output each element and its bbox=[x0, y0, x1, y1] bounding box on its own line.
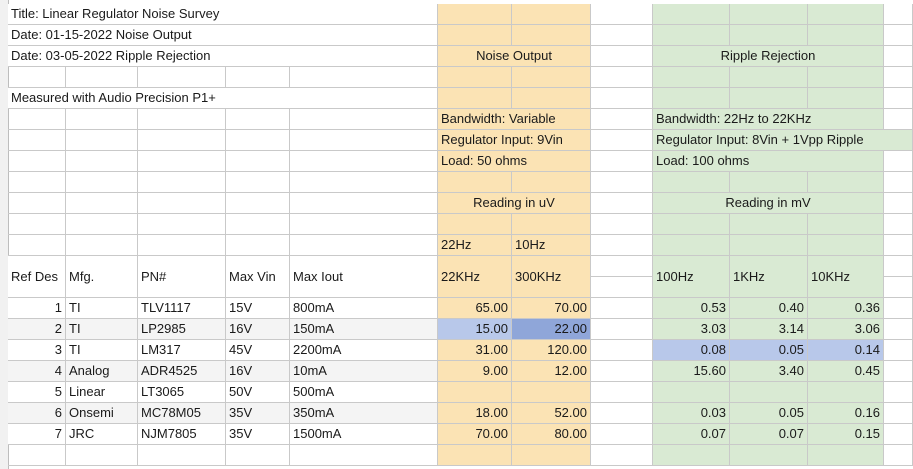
row-maxiout[interactable]: 2200mA bbox=[290, 340, 438, 361]
grid-cell[interactable] bbox=[512, 445, 591, 466]
ripple-col3[interactable]: 10KHz bbox=[808, 256, 884, 298]
grid-cell[interactable] bbox=[138, 151, 226, 172]
ripple-bandwidth[interactable]: Bandwidth: 22Hz to 22KHz bbox=[653, 109, 884, 130]
row-maxiout[interactable]: 350mA bbox=[290, 403, 438, 424]
row-noise-300k[interactable]: 70.00 bbox=[512, 298, 591, 319]
grid-cell[interactable] bbox=[226, 67, 290, 88]
grid-cell[interactable] bbox=[290, 67, 438, 88]
grid-cell[interactable] bbox=[138, 130, 226, 151]
sheet-title[interactable]: Title: Linear Regulator Noise Survey bbox=[8, 4, 438, 25]
row-mfg[interactable]: Analog bbox=[66, 361, 138, 382]
grid-cell[interactable] bbox=[226, 445, 290, 466]
row-pn[interactable]: MC78M05 bbox=[138, 403, 226, 424]
grid-cell[interactable] bbox=[808, 235, 884, 256]
grid-cell[interactable] bbox=[138, 193, 226, 214]
grid-cell[interactable] bbox=[591, 109, 653, 130]
grid-cell[interactable] bbox=[884, 25, 913, 46]
grid-cell[interactable] bbox=[808, 445, 884, 466]
noise-col1-top[interactable]: 22Hz bbox=[438, 235, 512, 256]
grid-cell[interactable] bbox=[884, 298, 913, 319]
grid-cell[interactable] bbox=[591, 193, 653, 214]
grid-cell[interactable] bbox=[66, 109, 138, 130]
grid-cell[interactable] bbox=[8, 235, 66, 256]
noise-input[interactable]: Regulator Input: 9Vin bbox=[438, 130, 591, 151]
row-pn[interactable]: TLV1117 bbox=[138, 298, 226, 319]
row-noise-300k[interactable]: 120.00 bbox=[512, 340, 591, 361]
grid-cell[interactable] bbox=[290, 235, 438, 256]
row-noise-22k[interactable] bbox=[438, 382, 512, 403]
grid-cell[interactable] bbox=[138, 214, 226, 235]
row-ripple-1khz[interactable]: 0.05 bbox=[730, 340, 808, 361]
grid-cell[interactable] bbox=[884, 214, 913, 235]
grid-cell[interactable] bbox=[653, 88, 730, 109]
grid-cell[interactable] bbox=[730, 88, 808, 109]
ripple-load[interactable]: Load: 100 ohms bbox=[653, 151, 884, 172]
grid-cell[interactable] bbox=[512, 172, 591, 193]
grid-cell[interactable] bbox=[808, 25, 884, 46]
grid-cell[interactable] bbox=[226, 193, 290, 214]
row-noise-300k[interactable]: 12.00 bbox=[512, 361, 591, 382]
grid-cell[interactable] bbox=[591, 172, 653, 193]
grid-cell[interactable] bbox=[66, 445, 138, 466]
grid-cell[interactable] bbox=[438, 25, 512, 46]
grid-cell[interactable] bbox=[138, 172, 226, 193]
grid-cell[interactable] bbox=[884, 382, 913, 403]
col-maxvin[interactable]: Max Vin bbox=[226, 256, 290, 298]
row-ref[interactable]: 6 bbox=[8, 403, 66, 424]
grid-cell[interactable] bbox=[884, 424, 913, 445]
row-ripple-10khz[interactable] bbox=[808, 382, 884, 403]
row-maxvin[interactable]: 16V bbox=[226, 361, 290, 382]
grid-cell[interactable] bbox=[730, 4, 808, 25]
row-ripple-10khz[interactable]: 3.06 bbox=[808, 319, 884, 340]
grid-cell[interactable] bbox=[438, 67, 512, 88]
grid-cell[interactable] bbox=[591, 46, 653, 67]
row-mfg[interactable]: Linear bbox=[66, 382, 138, 403]
row-ripple-1khz[interactable]: 3.14 bbox=[730, 319, 808, 340]
row-maxiout[interactable]: 800mA bbox=[290, 298, 438, 319]
row-ref[interactable]: 7 bbox=[8, 424, 66, 445]
grid-cell[interactable] bbox=[653, 25, 730, 46]
grid-cell[interactable] bbox=[226, 214, 290, 235]
grid-cell[interactable] bbox=[290, 130, 438, 151]
row-mfg[interactable]: TI bbox=[66, 298, 138, 319]
row-ripple-10khz[interactable]: 0.16 bbox=[808, 403, 884, 424]
grid-cell[interactable] bbox=[884, 67, 913, 88]
grid-cell[interactable] bbox=[226, 130, 290, 151]
row-noise-300k[interactable]: 22.00 bbox=[512, 319, 591, 340]
grid-cell[interactable] bbox=[438, 445, 512, 466]
ripple-heading[interactable]: Ripple Rejection bbox=[653, 46, 884, 67]
grid-cell[interactable] bbox=[438, 88, 512, 109]
grid-cell[interactable] bbox=[808, 4, 884, 25]
row-noise-22k[interactable]: 9.00 bbox=[438, 361, 512, 382]
grid-cell[interactable] bbox=[512, 214, 591, 235]
row-ripple-100hz[interactable]: 0.53 bbox=[653, 298, 730, 319]
row-ref[interactable]: 4 bbox=[8, 361, 66, 382]
grid-cell[interactable] bbox=[591, 214, 653, 235]
grid-cell[interactable] bbox=[66, 130, 138, 151]
row-ref[interactable]: 1 bbox=[8, 298, 66, 319]
row-ripple-1khz[interactable]: 3.40 bbox=[730, 361, 808, 382]
noise-col2-bottom[interactable]: 300KHz bbox=[512, 256, 591, 298]
grid-cell[interactable] bbox=[591, 319, 653, 340]
row-maxiout[interactable]: 150mA bbox=[290, 319, 438, 340]
row-maxvin[interactable]: 50V bbox=[226, 382, 290, 403]
noise-heading[interactable]: Noise Output bbox=[438, 46, 591, 67]
row-mfg[interactable]: TI bbox=[66, 340, 138, 361]
grid-cell[interactable] bbox=[591, 277, 653, 298]
grid-cell[interactable] bbox=[226, 172, 290, 193]
grid-cell[interactable] bbox=[591, 403, 653, 424]
grid-cell[interactable] bbox=[8, 67, 66, 88]
row-ripple-10khz[interactable]: 0.36 bbox=[808, 298, 884, 319]
grid-cell[interactable] bbox=[884, 88, 913, 109]
grid-cell[interactable] bbox=[66, 235, 138, 256]
grid-cell[interactable] bbox=[653, 214, 730, 235]
row-mfg[interactable]: JRC bbox=[66, 424, 138, 445]
grid-cell[interactable] bbox=[138, 235, 226, 256]
grid-cell[interactable] bbox=[591, 88, 653, 109]
grid-cell[interactable] bbox=[290, 214, 438, 235]
grid-cell[interactable] bbox=[8, 109, 66, 130]
grid-cell[interactable] bbox=[290, 193, 438, 214]
row-pn[interactable]: ADR4525 bbox=[138, 361, 226, 382]
ripple-col2[interactable]: 1KHz bbox=[730, 256, 808, 298]
grid-cell[interactable] bbox=[512, 67, 591, 88]
grid-cell[interactable] bbox=[884, 109, 913, 130]
row-maxvin[interactable]: 35V bbox=[226, 424, 290, 445]
grid-cell[interactable] bbox=[730, 25, 808, 46]
row-noise-22k[interactable]: 15.00 bbox=[438, 319, 512, 340]
grid-cell[interactable] bbox=[438, 214, 512, 235]
noise-load[interactable]: Load: 50 ohms bbox=[438, 151, 591, 172]
grid-cell[interactable] bbox=[730, 445, 808, 466]
grid-cell[interactable] bbox=[884, 277, 913, 298]
row-noise-22k[interactable]: 18.00 bbox=[438, 403, 512, 424]
grid-cell[interactable] bbox=[591, 235, 653, 256]
grid-cell[interactable] bbox=[591, 382, 653, 403]
grid-cell[interactable] bbox=[591, 298, 653, 319]
noise-date[interactable]: Date: 01-15-2022 Noise Output bbox=[8, 25, 438, 46]
grid-cell[interactable] bbox=[66, 67, 138, 88]
grid-cell[interactable] bbox=[66, 193, 138, 214]
grid-cell[interactable] bbox=[290, 172, 438, 193]
row-ripple-100hz[interactable]: 15.60 bbox=[653, 361, 730, 382]
row-ripple-100hz[interactable] bbox=[653, 382, 730, 403]
grid-cell[interactable] bbox=[884, 151, 913, 172]
grid-cell[interactable] bbox=[512, 88, 591, 109]
ripple-col1[interactable]: 100Hz bbox=[653, 256, 730, 298]
row-ref[interactable]: 5 bbox=[8, 382, 66, 403]
grid-cell[interactable] bbox=[66, 172, 138, 193]
col-mfg[interactable]: Mfg. bbox=[66, 256, 138, 298]
grid-cell[interactable] bbox=[591, 25, 653, 46]
grid-cell[interactable] bbox=[591, 67, 653, 88]
row-maxiout[interactable]: 10mA bbox=[290, 361, 438, 382]
grid-cell[interactable] bbox=[884, 403, 913, 424]
col-maxiout[interactable]: Max Iout bbox=[290, 256, 438, 298]
grid-cell[interactable] bbox=[653, 67, 730, 88]
row-maxiout[interactable]: 1500mA bbox=[290, 424, 438, 445]
row-noise-22k[interactable]: 31.00 bbox=[438, 340, 512, 361]
grid-cell[interactable] bbox=[438, 4, 512, 25]
grid-cell[interactable] bbox=[591, 424, 653, 445]
row-pn[interactable]: NJM7805 bbox=[138, 424, 226, 445]
grid-cell[interactable] bbox=[730, 67, 808, 88]
row-noise-300k[interactable] bbox=[512, 382, 591, 403]
grid-cell[interactable] bbox=[591, 151, 653, 172]
grid-cell[interactable] bbox=[226, 235, 290, 256]
row-maxvin[interactable]: 45V bbox=[226, 340, 290, 361]
grid-cell[interactable] bbox=[8, 151, 66, 172]
grid-cell[interactable] bbox=[591, 340, 653, 361]
row-maxiout[interactable]: 500mA bbox=[290, 382, 438, 403]
row-ripple-1khz[interactable] bbox=[730, 382, 808, 403]
grid-cell[interactable] bbox=[226, 109, 290, 130]
grid-cell[interactable] bbox=[884, 445, 913, 466]
row-maxvin[interactable]: 16V bbox=[226, 319, 290, 340]
row-ripple-100hz[interactable]: 0.07 bbox=[653, 424, 730, 445]
row-noise-22k[interactable]: 70.00 bbox=[438, 424, 512, 445]
row-ripple-10khz[interactable]: 0.14 bbox=[808, 340, 884, 361]
grid-cell[interactable] bbox=[591, 361, 653, 382]
row-ripple-100hz[interactable]: 3.03 bbox=[653, 319, 730, 340]
grid-cell[interactable] bbox=[138, 67, 226, 88]
row-maxvin[interactable]: 35V bbox=[226, 403, 290, 424]
row-ripple-1khz[interactable]: 0.40 bbox=[730, 298, 808, 319]
row-mfg[interactable]: Onsemi bbox=[66, 403, 138, 424]
row-ripple-100hz[interactable]: 0.03 bbox=[653, 403, 730, 424]
row-ref[interactable]: 2 bbox=[8, 319, 66, 340]
grid-cell[interactable] bbox=[591, 4, 653, 25]
grid-cell[interactable] bbox=[808, 67, 884, 88]
grid-cell[interactable] bbox=[884, 172, 913, 193]
grid-cell[interactable] bbox=[138, 109, 226, 130]
row-ripple-1khz[interactable]: 0.05 bbox=[730, 403, 808, 424]
row-ref[interactable]: 3 bbox=[8, 340, 66, 361]
grid-cell[interactable] bbox=[653, 235, 730, 256]
row-pn[interactable]: LP2985 bbox=[138, 319, 226, 340]
grid-cell[interactable] bbox=[290, 151, 438, 172]
grid-cell[interactable] bbox=[884, 46, 913, 67]
grid-cell[interactable] bbox=[591, 256, 653, 277]
grid-cell[interactable] bbox=[884, 4, 913, 25]
grid-cell[interactable] bbox=[730, 235, 808, 256]
grid-cell[interactable] bbox=[884, 361, 913, 382]
grid-cell[interactable] bbox=[808, 88, 884, 109]
grid-cell[interactable] bbox=[884, 319, 913, 340]
row-ripple-10khz[interactable]: 0.45 bbox=[808, 361, 884, 382]
grid-cell[interactable] bbox=[653, 445, 730, 466]
row-mfg[interactable]: TI bbox=[66, 319, 138, 340]
grid-cell[interactable] bbox=[884, 193, 913, 214]
grid-cell[interactable] bbox=[8, 214, 66, 235]
grid-cell[interactable] bbox=[8, 193, 66, 214]
row-maxvin[interactable]: 15V bbox=[226, 298, 290, 319]
noise-col2-top[interactable]: 10Hz bbox=[512, 235, 591, 256]
grid-cell[interactable] bbox=[730, 172, 808, 193]
row-pn[interactable]: LM317 bbox=[138, 340, 226, 361]
row-ripple-10khz[interactable]: 0.15 bbox=[808, 424, 884, 445]
grid-cell[interactable] bbox=[138, 445, 226, 466]
col-pn[interactable]: PN# bbox=[138, 256, 226, 298]
row-pn[interactable]: LT3065 bbox=[138, 382, 226, 403]
ripple-date[interactable]: Date: 03-05-2022 Ripple Rejection bbox=[8, 46, 438, 67]
grid-cell[interactable] bbox=[730, 214, 808, 235]
row-ripple-1khz[interactable]: 0.07 bbox=[730, 424, 808, 445]
grid-cell[interactable] bbox=[66, 151, 138, 172]
ripple-reading-unit[interactable]: Reading in mV bbox=[653, 193, 884, 214]
grid-cell[interactable] bbox=[438, 172, 512, 193]
grid-cell[interactable] bbox=[808, 214, 884, 235]
grid-cell[interactable] bbox=[653, 4, 730, 25]
grid-cell[interactable] bbox=[8, 172, 66, 193]
grid-cell[interactable] bbox=[591, 130, 653, 151]
grid-cell[interactable] bbox=[226, 151, 290, 172]
grid-cell[interactable] bbox=[512, 25, 591, 46]
grid-cell[interactable] bbox=[884, 340, 913, 361]
grid-cell[interactable] bbox=[512, 4, 591, 25]
grid-cell[interactable] bbox=[290, 109, 438, 130]
grid-cell[interactable] bbox=[8, 130, 66, 151]
grid-cell[interactable] bbox=[884, 256, 913, 277]
col-ref[interactable]: Ref Des bbox=[8, 256, 66, 298]
row-noise-300k[interactable]: 80.00 bbox=[512, 424, 591, 445]
grid-cell[interactable] bbox=[290, 445, 438, 466]
noise-reading-unit[interactable]: Reading in uV bbox=[438, 193, 591, 214]
row-noise-300k[interactable]: 52.00 bbox=[512, 403, 591, 424]
grid-cell[interactable] bbox=[8, 445, 66, 466]
grid-cell[interactable] bbox=[653, 172, 730, 193]
row-ripple-100hz[interactable]: 0.08 bbox=[653, 340, 730, 361]
grid-cell[interactable] bbox=[884, 235, 913, 256]
ripple-input[interactable]: Regulator Input: 8Vin + 1Vpp Ripple bbox=[653, 130, 913, 151]
grid-cell[interactable] bbox=[66, 214, 138, 235]
measurement-note[interactable]: Measured with Audio Precision P1+ bbox=[8, 88, 438, 109]
row-noise-22k[interactable]: 65.00 bbox=[438, 298, 512, 319]
noise-bandwidth[interactable]: Bandwidth: Variable bbox=[438, 109, 591, 130]
grid-cell[interactable] bbox=[808, 172, 884, 193]
grid-cell[interactable] bbox=[591, 445, 653, 466]
noise-col1-bottom[interactable]: 22KHz bbox=[438, 256, 512, 298]
